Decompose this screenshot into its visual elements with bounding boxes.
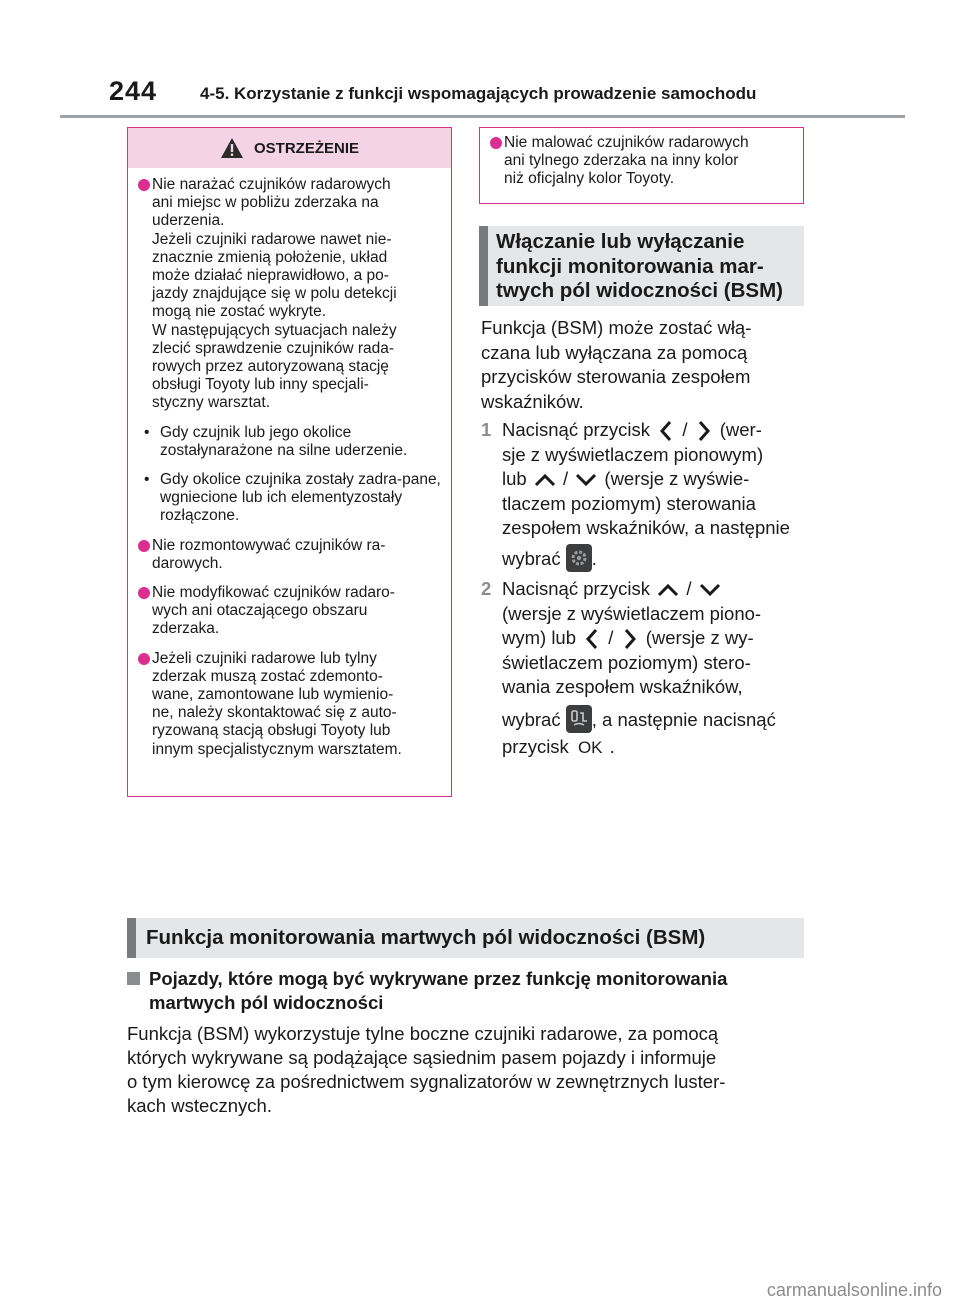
warning-bullet — [138, 176, 445, 231]
step-line: wania zespołem wskaźników, — [502, 676, 743, 697]
subheading-line: martwych pól widoczności — [149, 992, 384, 1013]
warning-line: może działać nieprawidłowo, a po- — [152, 267, 389, 285]
bullet-mark-icon: • — [144, 423, 150, 441]
step-1 — [481, 418, 811, 578]
note-line: niż oficjalny kolor Toyoty. — [504, 170, 675, 188]
warning-line: darowych. — [152, 554, 223, 572]
warning-line: Nie narażać czujników radarowych — [152, 176, 391, 193]
step-line: tlaczem poziomym) sterowania — [502, 493, 756, 514]
chevron-left-icon — [581, 627, 603, 651]
warning-line: zostały rozłączone. — [160, 489, 403, 525]
chevron-down-icon — [573, 470, 599, 490]
warning-line: W następujących sytuacjach należy — [152, 321, 397, 339]
warning-line: Nie rozmontowywać czujników ra- — [152, 536, 386, 554]
body-line: kach wstecznych. — [127, 1095, 272, 1116]
bullet-dot-icon — [490, 137, 502, 149]
warning-line: narażone na silne uderzenie. — [208, 441, 408, 459]
body-line: o tym kierowcę za pośrednictwem sygnalizatorów w zewnętrznych luster- — [127, 1071, 726, 1092]
section-title: 4-5. Korzystanie z funkcji wspomagających prowadzenie samochodu — [200, 84, 757, 103]
intro-line: czana lub wyłączana za pomocą — [481, 341, 748, 363]
bullet-dot-icon — [138, 653, 150, 665]
step-line: sje z wyświetlaczem pionowym) — [502, 444, 764, 465]
watermark: carmanualsonline.info — [766, 1280, 942, 1300]
warning-line: wane, zamontowane lub wymienio- — [152, 686, 394, 704]
warning-title: OSTRZEŻENIE — [253, 139, 359, 157]
square-bullet-icon — [127, 972, 140, 985]
step-line: wybrać . — [502, 544, 597, 572]
bsm-icon — [566, 705, 592, 733]
bsm-heading: Funkcja monitorowania martwych pól widoczności (BSM) — [127, 918, 804, 958]
warning-line: Gdy okolice czujnika zostały zadra- — [160, 471, 403, 489]
chevron-right-icon — [693, 419, 715, 443]
step-line: Nacisnąć przycisk / — [502, 577, 723, 602]
onoff-heading — [479, 226, 804, 306]
step-line: wybrać , a następnie nacisnąć — [502, 705, 776, 733]
note-line: ani tylnego zderzaka na inny kolor — [504, 152, 739, 170]
warning-sub-bullet — [138, 471, 445, 526]
warning-line: innym specjalistycznym warsztatem. — [152, 740, 402, 758]
step-line: wym) lub / (wersje z wy- — [502, 626, 754, 651]
warning-line: znacznie zmienią położenie, układ — [152, 248, 388, 266]
step-number: 1 — [481, 419, 492, 440]
body-line: Funkcja (BSM) wykorzystuje tylne boczne czujniki radarowe, za pomocą — [127, 1023, 719, 1044]
header-divider — [60, 115, 905, 118]
step-line: zespołem wskaźników, a następnie — [502, 517, 790, 538]
bsm-body — [127, 1022, 807, 1118]
bullet-dot-icon — [138, 587, 150, 599]
warning-bullet — [138, 537, 445, 573]
warning-line: Gdy czujnik lub jego okolice zostały — [160, 423, 352, 459]
warning-line: Nie modyfikować czujników radaro- — [152, 584, 395, 602]
warning-line: jazdy znajdujące się w polu detekcji — [152, 285, 397, 303]
settings-gear-icon — [566, 544, 592, 572]
warning-line: obsługi Toyoty lub inny specjali- — [152, 376, 369, 394]
page-number: 244 — [109, 76, 158, 106]
warning-line: ani miejsc w pobliżu zderzaka na — [152, 194, 379, 212]
warning-header — [128, 128, 451, 168]
warning-line: rowych przez autoryzowaną stację — [152, 358, 389, 376]
bullet-dot-icon — [138, 540, 150, 552]
warning-line: zderzak muszą zostać zdemonto- — [152, 667, 383, 685]
step-2 — [481, 577, 811, 767]
bullet-mark-icon: • — [144, 471, 150, 489]
chevron-left-icon — [655, 419, 677, 443]
heading-line: Włączanie lub wyłączanie — [496, 230, 745, 253]
warning-line: pane, wgniecione lub ich elementy — [160, 471, 441, 507]
bullet-dot-icon — [138, 179, 150, 191]
subheading-line: Pojazdy, które mogą być wykrywane przez funkcję monitorowania — [149, 968, 728, 989]
ok-button-icon: OK — [577, 738, 603, 757]
warning-line: ryzowaną stacją obsługi Toyoty lub — [152, 722, 391, 740]
warning-line: Jeżeli czujniki radarowe nawet nie- — [152, 230, 392, 248]
warning-line: mogą nie zostać wykryte. — [152, 303, 327, 321]
step-line: Nacisnąć przycisk / (wer- — [502, 418, 762, 443]
step-line: przycisk OK . — [502, 736, 615, 757]
step-line: lub / (wersje z wyświe- — [502, 468, 750, 489]
chevron-down-icon — [697, 580, 723, 600]
intro-line: przycisków sterowania zespołem — [481, 366, 751, 387]
step-number: 2 — [481, 578, 492, 599]
onoff-intro — [481, 316, 811, 414]
warning-body — [128, 168, 451, 759]
intro-line: wskaźników. — [481, 390, 584, 412]
warning-subtext — [138, 231, 445, 413]
warning-line: Jeżeli czujniki radarowe lub tylny — [152, 649, 377, 667]
page-header — [109, 76, 905, 116]
heading-line: twych pól widoczności (BSM) — [496, 279, 784, 302]
intro-line: Funkcja (BSM) może zostać włą- — [481, 317, 752, 338]
chevron-up-icon — [655, 580, 681, 600]
warning-line: uderzenia. — [152, 212, 225, 230]
note-box — [479, 127, 804, 204]
step-line: świetlaczem poziomym) stero- — [502, 652, 751, 673]
warning-line: ne, należy skontaktować się z auto- — [152, 704, 397, 722]
heading-line: funkcji monitorowania mar- — [496, 254, 764, 278]
warning-line: zderzaka. — [152, 620, 220, 638]
body-line: których wykrywane są podążające sąsiednim pasem pojazdy i informuje — [127, 1047, 717, 1068]
warning-line: zlecić sprawdzenie czujników rada- — [152, 339, 395, 357]
warning-bullet — [138, 584, 445, 639]
warning-box — [127, 127, 452, 797]
warning-sub-bullet — [138, 424, 445, 460]
warning-line: styczny warsztat. — [152, 394, 270, 412]
note-item — [490, 134, 797, 189]
chevron-up-icon — [532, 470, 558, 490]
note-line: Nie malować czujników radarowych — [504, 134, 749, 151]
warning-line: wych ani otaczającego obszaru — [152, 602, 368, 620]
step-line: (wersje z wyświetlaczem piono- — [502, 603, 762, 624]
warning-triangle-icon — [220, 137, 244, 159]
chevron-right-icon — [619, 627, 641, 651]
warning-bullet — [138, 650, 445, 759]
